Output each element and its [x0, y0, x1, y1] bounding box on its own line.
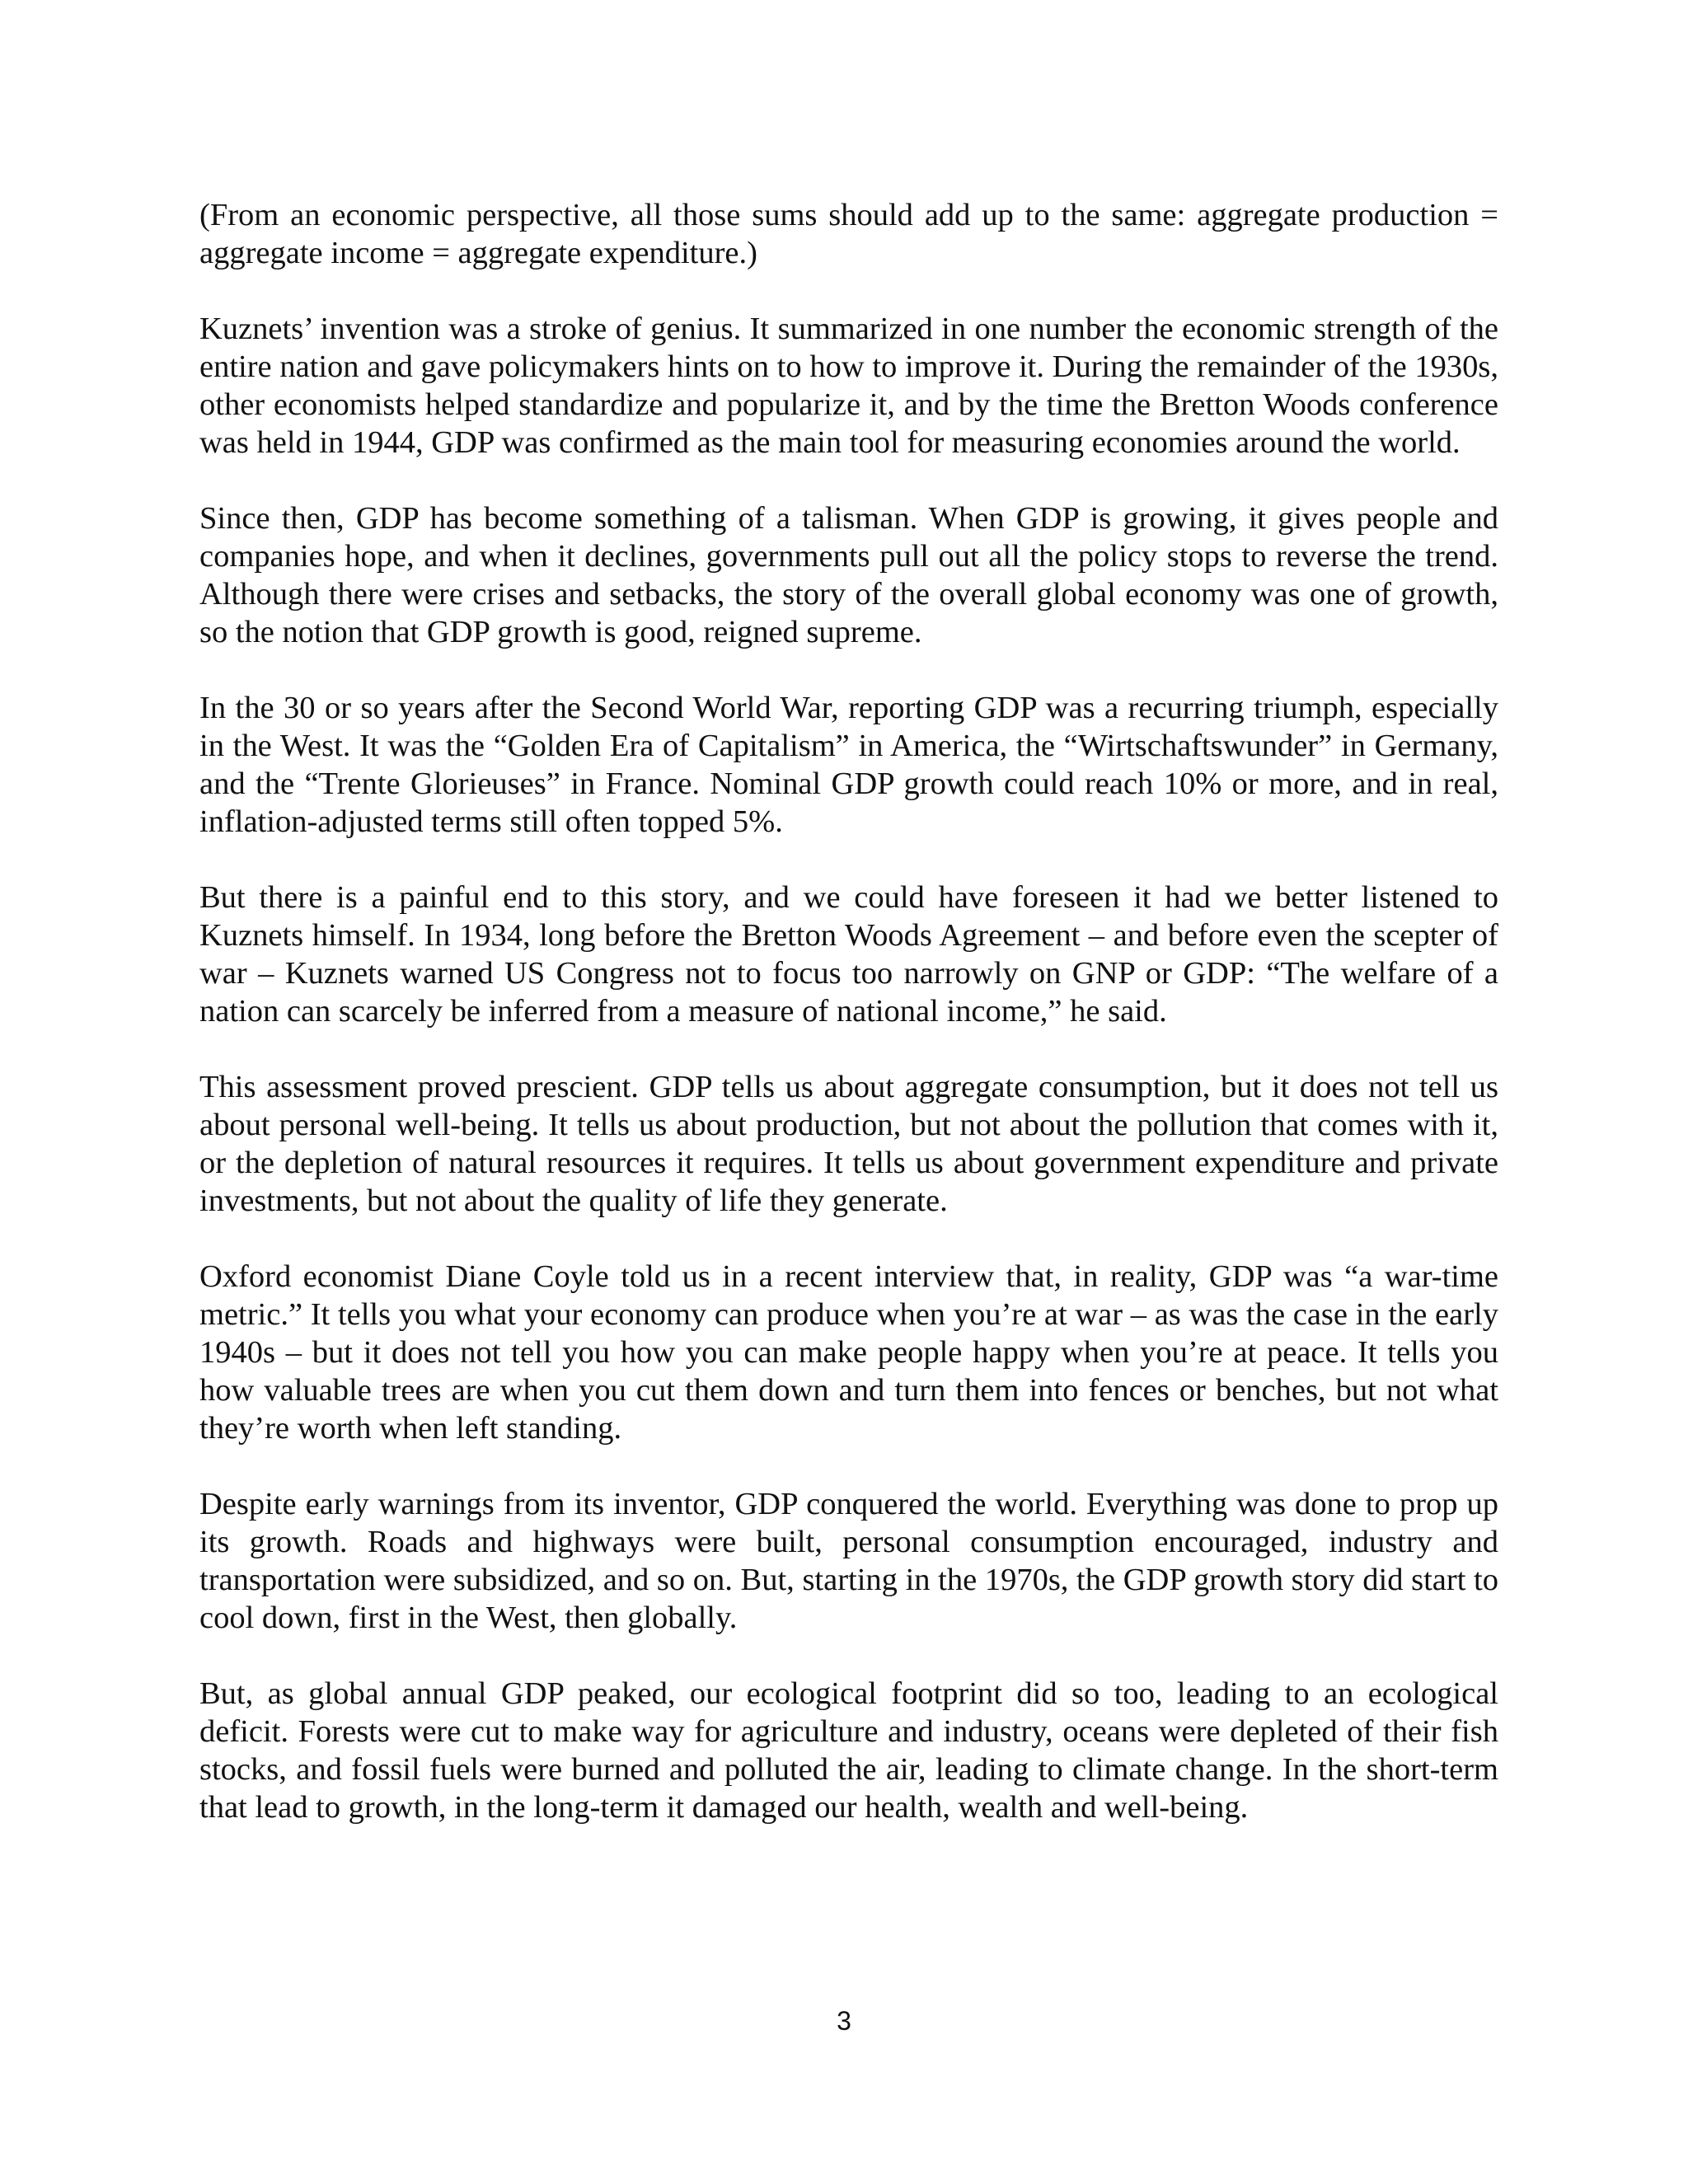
paragraph-8: Despite early warnings from its inventor, GDP conquered the world. Everything was done to prop up its growth. Roads and highways were built, personal consumption encouraged, industry and transportation were subsidized, and so on. But, starting in the 1970s, the GDP growth story did start to cool down, first in the West, then globally. — [199, 1487, 1498, 1635]
paragraph-5: But there is a painful end to this story, and we could have foreseen it had we better listened to Kuznets himself. In 1934, long before the Bretton Woods Agreement – and before even the scepter of war – Kuznets warned US Congress not to focus too narrowly on GNP or GDP: “The welfare of a nation can scarcely be inferred from a measure of national income,” he said. — [199, 880, 1498, 1029]
paragraph-2: Kuznets’ invention was a stroke of genius. It summarized in one number the economic strength of the entire nation and gave policymakers hints on to how to improve it. During the remainder of the 1930s, other economists helped standardize and popularize it, and by the time the Bretton Woods conference was held in 1944, GDP was confirmed as the main tool for measuring economies around the world. — [199, 312, 1498, 460]
paragraph-6: This assessment proved prescient. GDP tells us about aggregate consumption, but it does not tell us about personal well-being. It tells us about production, but not about the pollution that comes with it, or the depletion of natural resources it requires. It tells us about government expenditure and private investments, but not about the quality of life they generate. — [199, 1070, 1498, 1218]
paragraph-3: Since then, GDP has become something of a talisman. When GDP is growing, it gives people and companies hope, and when it declines, governments pull out all the policy stops to reverse the trend. Although there were crises and setbacks, the story of the overall global economy was one of growth, so the notion that GDP growth is good, reigned supreme. — [199, 501, 1498, 649]
paragraph-4: In the 30 or so years after the Second World War, reporting GDP was a recurring triumph, especially in the West. It was the “Golden Era of Capitalism” in America, the “Wirtschaftswunder” in Germany, and the “Trente Glorieuses” in France. Nominal GDP growth could reach 10% or more, and in real, inflation-adjusted terms still often topped 5%. — [199, 691, 1498, 839]
paragraph-1: (From an economic perspective, all those sums should add up to the same: aggregate production = aggregate income = aggregate expenditure.) — [199, 198, 1498, 270]
body-text — [199, 196, 1498, 1826]
paragraph-7: Oxford economist Diane Coyle told us in a recent interview that, in reality, GDP was “a war-time metric.” It tells you what your economy can produce when you’re at war – as was the case in the early 1940s – but it does not tell you how you can make people happy when you’re at peace. It tells you how valuable trees are when you cut them down and turn them into fences or benches, but not what they’re worth when left standing. — [199, 1259, 1498, 1446]
paragraph-9: But, as global annual GDP peaked, our ecological footprint did so too, leading to an ecological deficit. Forests were cut to make way for agriculture and industry, oceans were depleted of their fish stocks, and fossil fuels were burned and polluted the air, leading to climate change. In the short-term that lead to growth, in the long-term it damaged our health, wealth and well-being. — [199, 1676, 1498, 1825]
page-number: 3 — [837, 2006, 851, 2036]
